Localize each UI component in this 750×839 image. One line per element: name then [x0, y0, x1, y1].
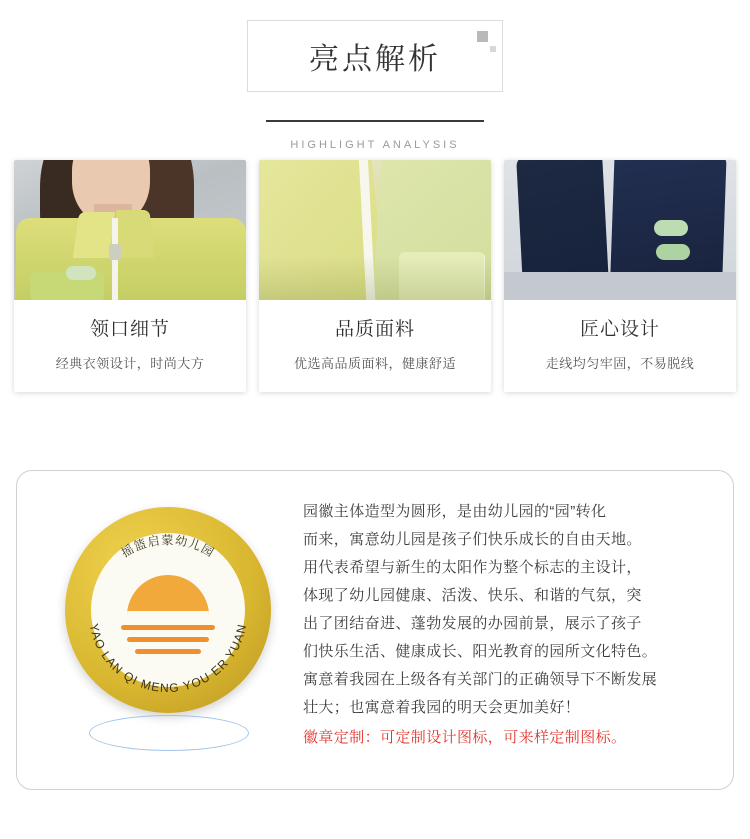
bow-decoration-shape-secondary: [656, 244, 690, 260]
feature-card-title: 品质面料: [334, 319, 415, 340]
school-emblem-icon: [65, 507, 271, 713]
badge-paragraph: 而来，寓意幼儿园是孩子们快乐成长的自由天地。: [303, 531, 642, 548]
divider-line: [266, 120, 484, 122]
badge-paragraph: 出了团结奋进、蓬勃发展的办园前景，展示了孩子: [303, 615, 642, 632]
fabric-detail-photo: [259, 160, 491, 300]
emblem-arc-top-text: 摇篮启蒙幼儿园: [118, 533, 218, 561]
floor-shape: [504, 272, 736, 300]
decorative-square-small-icon: [490, 46, 496, 52]
header-section: [0, 0, 750, 151]
feature-card: [259, 160, 491, 392]
badge-image-wrap: [41, 493, 293, 763]
collar-detail-photo: [14, 160, 246, 300]
badge-paragraph: 园徽主体造型为圆形，是由幼儿园的“园”转化: [303, 503, 607, 520]
badge-paragraph: 体现了幼儿园健康、活泼、快乐、和谐的气氛，突: [303, 587, 642, 604]
feature-card-desc: 走线均匀牢固，不易脱线: [545, 356, 695, 371]
bow-decoration-shape: [654, 220, 688, 236]
feature-card-desc: 经典衣领设计，时尚大方: [55, 356, 205, 371]
badge-paragraph: 用代表希望与新生的太阳作为整个标志的主设计，: [303, 559, 642, 576]
feature-card-list: [14, 160, 736, 392]
decorative-square-large-icon: [477, 31, 488, 42]
photo-shading: [259, 256, 491, 300]
page-subtitle: HIGHLIGHT ANALYSIS: [290, 139, 460, 151]
feature-card-text: [14, 300, 246, 392]
feature-card: [504, 160, 736, 392]
badge-paragraph: 寓意着我园在上级各有关部门的正确领导下不断发展: [303, 671, 658, 688]
collar-right-shape: [115, 210, 154, 258]
title-divider: [0, 109, 750, 127]
emblem-arc-bottom-text: YAO LAN QI MENG YOU ER YUAN: [86, 622, 250, 696]
title-frame: [247, 20, 503, 92]
badge-paragraph: 壮大；也寓意着我园的明天会更加美好！: [303, 699, 581, 716]
badge-shadow-ellipse: [89, 715, 249, 751]
page-title: 亮点解析: [309, 43, 441, 76]
emblem-arc-text: [65, 507, 271, 713]
badge-paragraph: 们快乐生活、健康成长、阳光教育的园所文化特色。: [303, 643, 658, 660]
feature-card-text: [504, 300, 736, 392]
badge-panel: [16, 470, 734, 790]
badge-description: [303, 499, 711, 753]
stitching-detail-photo: [504, 160, 736, 300]
feature-card: [14, 160, 246, 392]
bow-decoration-shape: [66, 266, 96, 280]
feature-card-text: [259, 300, 491, 392]
badge-custom-note: 徽章定制：可定制设计图标，可来样定制图标。: [303, 729, 627, 746]
feature-card-desc: 优选高品质面料，健康舒适: [293, 356, 456, 371]
zipper-pull-shape: [109, 244, 121, 260]
feature-card-title: 匠心设计: [579, 319, 660, 340]
feature-card-title: 领口细节: [89, 319, 170, 340]
